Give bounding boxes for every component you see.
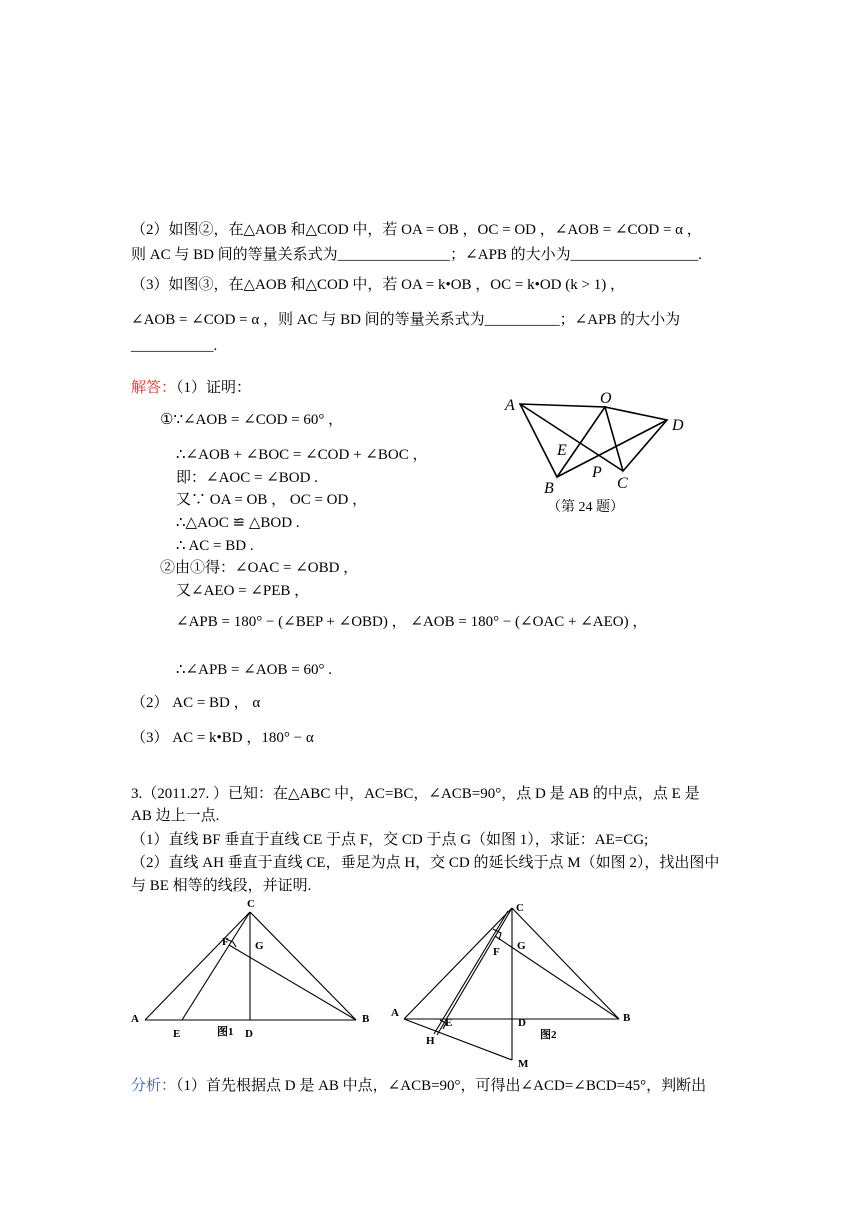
label-o: O (600, 390, 612, 407)
label-g: G (517, 940, 526, 952)
segment-bc (250, 912, 356, 1020)
segment-ce-h (437, 908, 512, 1035)
q3-line3: ___________. (131, 338, 218, 354)
answer-part2: （2） AC = BD ， α (131, 695, 261, 711)
label-e: E (445, 1017, 453, 1029)
label-p: P (592, 464, 602, 481)
label-b: B (362, 1013, 370, 1025)
label-e: E (557, 442, 567, 459)
p3-line5: 与 BE 相等的线段，并证明. (131, 878, 312, 894)
label-m: M (518, 1058, 529, 1070)
label-f: F (493, 946, 500, 958)
segment-ce (182, 912, 250, 1020)
q3-line1: （3）如图③，在△AOB 和△COD 中，若 OA = k•OB ，OC = k•OD (k > 1) ， (131, 277, 625, 293)
analysis-line (131, 1076, 706, 1096)
analysis-label: 分析： (131, 1078, 177, 1094)
figure-1-caption: 图1 (217, 1026, 234, 1038)
segment-ce-double (434, 911, 508, 1034)
proof-line: 又∵ OA = OB ， OC = OD ， (176, 492, 368, 508)
label-c: C (516, 902, 524, 914)
label-d: D (245, 1028, 253, 1040)
p3-line4: （2）直线 AH 垂直于直线 CE，垂足为点 H，交 CD 的延长线于点 M（如图 2），找出图中 (131, 855, 720, 871)
label-c: C (617, 475, 628, 492)
figure-2-caption: 图2 (540, 1029, 557, 1041)
proof-line: ①∵∠AOB = ∠COD = 60° ， (160, 412, 344, 428)
q2-line2: 则 AC 与 BD 间的等量关系式为_______________；∠APB 的大小为_________________. (131, 247, 702, 263)
segment-ac (404, 908, 512, 1019)
label-e: E (173, 1028, 181, 1040)
q2-line1: （2）如图②，在△AOB 和△COD 中，若 OA = OB ，OC = OD ，∠AOB = ∠COD = α ， (131, 222, 702, 238)
p3-line3: （1）直线 BF 垂直于直线 CE 于点 F，交 CD 于点 G（如图 1），求证：AE=CG; (131, 832, 649, 848)
label-d: D (518, 1017, 526, 1029)
label-c: C (247, 898, 255, 910)
figure-24-caption: （第 24 题） (547, 500, 624, 515)
segment-bd (557, 420, 667, 477)
label-a: A (391, 1007, 399, 1019)
segment-am (404, 1019, 512, 1060)
p3-line2: AB 边上一点. (131, 808, 220, 824)
proof-line: 又∠AEO = ∠PEB ， (176, 583, 310, 599)
figure-2 (385, 895, 640, 1075)
answer-heading (131, 378, 251, 398)
proof-line: ∴∠AOB + ∠BOC = ∠COD + ∠BOC ， (176, 447, 428, 463)
proof-line: ∠APB = 180° − (∠BEP + ∠OBD) ， ∠AOB = 180° − (∠OAC + ∠AEO) ， (176, 614, 648, 630)
proof-line: ∴ AC = BD . (176, 538, 254, 554)
answer-part1-head: （1）证明： (176, 380, 252, 396)
proof-line: ∴△AOC ≌ △BOD . (176, 515, 300, 531)
segment-bc (512, 908, 619, 1019)
proof-line: ∴∠APB = ∠AOB = 60° . (176, 662, 332, 678)
label-a: A (505, 397, 515, 414)
q3-line2: ∠AOB = ∠COD = α ，则 AC 与 BD 间的等量关系式为__________；∠APB 的大小为 (131, 312, 681, 328)
segment-bf (495, 936, 619, 1019)
analysis-text: （1）首先根据点 D 是 AB 中点，∠ACB=90°，可得出∠ACD=∠BCD=45°，判断出 (176, 1078, 707, 1094)
label-a: A (131, 1013, 139, 1025)
label-g: G (255, 940, 264, 952)
p3-line1: 3.（2011.27. ）已知：在△ABC 中，AC=BC，∠ACB=90°，点 D 是 AB 的中点，点 E 是 (131, 786, 700, 802)
label-f: F (222, 936, 229, 948)
label-b: B (544, 480, 554, 497)
answer-part3: （3） AC = k•BD ，180° − α (131, 730, 314, 746)
figure-1 (125, 895, 385, 1045)
label-d: D (672, 417, 684, 434)
label-b: B (623, 1012, 631, 1024)
answer-label: 解答： (131, 380, 177, 396)
label-h: H (426, 1035, 435, 1047)
triangle-cod (605, 407, 667, 471)
proof-line: ②由①得：∠OAC = ∠OBD ， (160, 560, 359, 576)
proof-line: 即：∠AOC = ∠BOD . (176, 470, 318, 486)
segment-ac (145, 912, 250, 1020)
figure-24 (495, 385, 695, 520)
segment-bf (229, 945, 356, 1020)
